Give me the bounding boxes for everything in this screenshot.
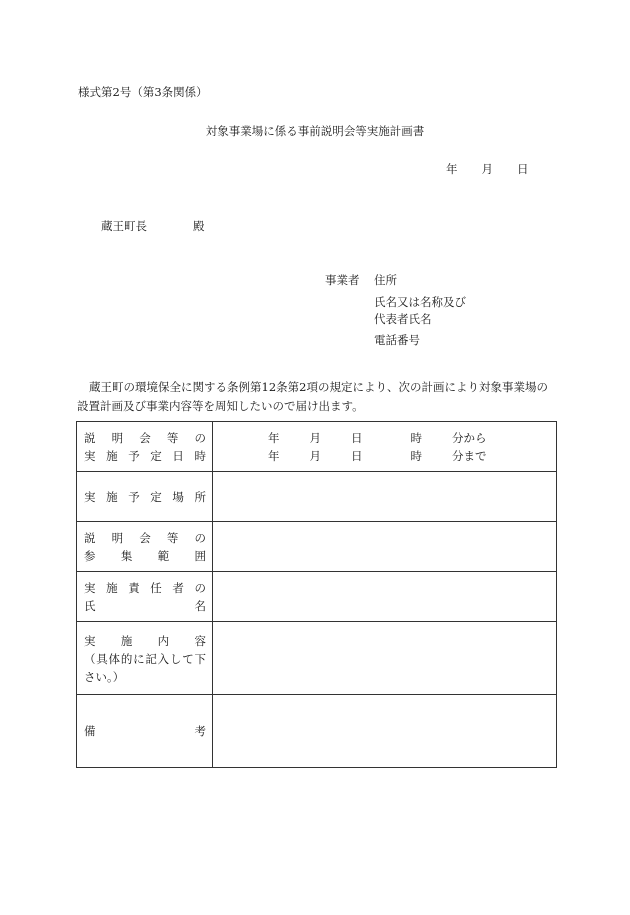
intro-line-1: 蔵王町の環境保全に関する条例第12条第2項の規定により、次の計画により対象事業場の <box>89 380 548 394</box>
responsible-label-line2: 氏名 <box>84 598 206 613</box>
remarks-value-cell[interactable] <box>213 695 557 768</box>
intro-line-2: 設置計画及び事業内容等を周知したいので届け出ます。 <box>77 399 364 413</box>
venue-value-cell[interactable] <box>213 472 557 522</box>
end-year: 年 <box>268 448 280 463</box>
table-row <box>77 572 557 622</box>
responsible-label-cell <box>77 572 213 622</box>
venue-label-cell <box>77 472 213 522</box>
table-row <box>77 622 557 695</box>
end-day: 日 <box>351 448 363 463</box>
content-label-line3: さい。） <box>84 670 125 684</box>
addressee-name: 蔵王町長 <box>101 219 147 233</box>
start-day: 日 <box>351 430 363 445</box>
end-hour: 時 <box>410 448 422 463</box>
responsible-value-cell[interactable] <box>213 572 557 622</box>
end-minute: 分まで <box>452 448 487 463</box>
responsible-label-line1: 実施責任者の <box>84 580 206 595</box>
remarks-label-cell <box>77 695 213 768</box>
end-time-line <box>213 447 556 465</box>
audience-label-line2: 参集範囲 <box>84 548 206 563</box>
addressee <box>101 218 205 234</box>
start-year: 年 <box>268 430 280 445</box>
date-month: 月 <box>481 162 493 176</box>
addressee-honorific: 殿 <box>193 219 205 233</box>
start-hour: 時 <box>410 430 422 445</box>
table-row <box>77 422 557 472</box>
datetime-label-cell <box>77 422 213 472</box>
start-month: 月 <box>309 430 321 445</box>
plan-table <box>76 421 557 768</box>
table-row <box>77 522 557 572</box>
form-number: 様式第2号（第3条関係） <box>78 85 208 99</box>
content-label-line2: （具体的に記入して下 <box>84 652 206 666</box>
content-label-line1: 実施内容 <box>84 634 206 648</box>
content-value-cell[interactable] <box>213 622 557 695</box>
venue-label: 実施予定場所 <box>84 489 206 504</box>
applicant-fields <box>374 272 466 349</box>
start-time-line <box>213 429 556 447</box>
intro-paragraph <box>77 378 559 416</box>
date-day: 日 <box>517 162 529 176</box>
applicant-phone-label: 電話番号 <box>374 333 420 347</box>
submission-date <box>446 161 529 177</box>
applicant-label: 事業者 <box>325 273 360 287</box>
date-year: 年 <box>446 162 458 176</box>
table-row <box>77 472 557 522</box>
datetime-label-line1: 説明会等の <box>84 430 206 445</box>
datetime-value-cell[interactable] <box>213 422 557 472</box>
audience-label-line1: 説明会等の <box>84 530 206 545</box>
start-minute: 分から <box>452 430 487 445</box>
remarks-label: 備考 <box>84 724 206 738</box>
audience-label-cell <box>77 522 213 572</box>
audience-value-cell[interactable] <box>213 522 557 572</box>
end-month: 月 <box>309 448 321 463</box>
applicant-name-label-line2: 代表者氏名 <box>374 312 432 326</box>
document-title: 対象事業場に係る事前説明会等実施計画書 <box>205 124 425 138</box>
applicant-address-label: 住所 <box>374 273 397 287</box>
content-label-cell <box>77 622 213 695</box>
datetime-label-line2: 実施予定日時 <box>84 448 206 463</box>
table-row <box>77 695 557 768</box>
applicant-name-label-line1: 氏名又は名称及び <box>374 295 466 309</box>
